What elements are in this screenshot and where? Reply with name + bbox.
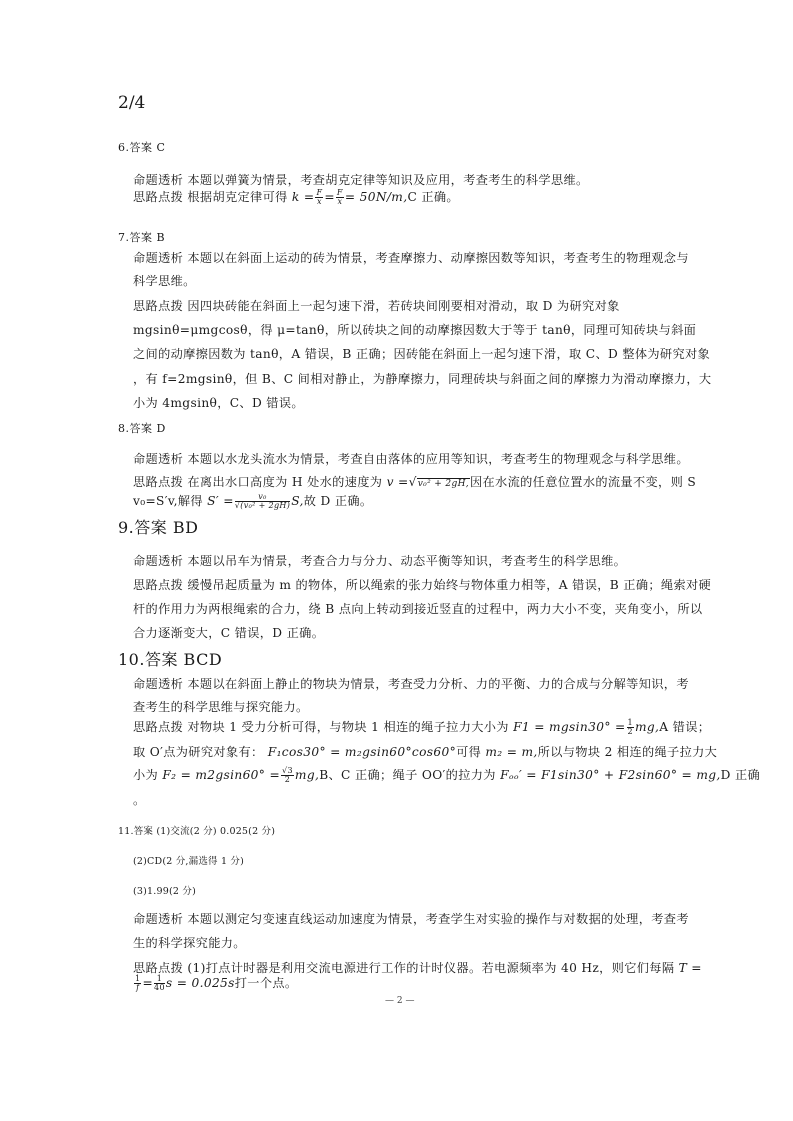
q11-line-2: (2)CD(2 分,漏选得 1 分) xyxy=(133,856,245,867)
q10-line-2: 查考生的科学思维与探究能力。 xyxy=(133,700,309,714)
q7-line-3: 思路点拨 因四块砖能在斜面上一起匀速下滑，若砖块间刚要相对滑动，取 D 为研究对象 xyxy=(133,299,620,313)
q8-line-2: 思路点拨 在离出水口高度为 H 处水的速度为 v =√v₀² + 2gH,因在水流的任意位置水的流量不变，则 S xyxy=(133,475,697,489)
q9-line-1: 命题透析 本题以吊车为情景，考查合力与分力、动态平衡等知识，考查考生的科学思维。 xyxy=(133,554,627,568)
q9-line-3: 杆的作用力为两根绳索的合力，绕 B 点向上转动到接近竖直的过程中，两力大小不变，夹角变小，所以 xyxy=(133,602,703,616)
q6-line-2: 思路点拨 根据胡克定律可得 k = $\frac{F}{x}$ = $\frac{F}{x}$ = 50N/m,C 正确。 xyxy=(133,188,459,206)
q11-line-4: 命题透析 本题以测定匀变速直线运动加速度为情景，考查学生对实验的操作与对数据的处理，考查考 xyxy=(133,912,689,926)
q8-line-1: 命题透析 本题以水龙头流水为情景，考查自由落体的应用等知识，考查考生的物理观念与科学思维。 xyxy=(133,452,689,466)
q6-line-1: 命题透析 本题以弹簧为情景，考查胡克定律等知识及应用，考查考生的科学思维。 xyxy=(133,173,589,187)
q7-line-4: mgsinθ=μmgcosθ，得 μ=tanθ，所以砖块之间的动摩擦因数大于等于 tanθ，同理可知砖块与斜面 xyxy=(133,323,697,337)
q11-line-7: $\frac{1}{f}$ = $\frac{1}{40}$ s = 0.025s打一个点。 xyxy=(135,974,298,992)
page-footer: — 2 — xyxy=(385,996,415,1006)
q11-line-6: 思路点拨 (1)打点计时器是利用交流电源进行工作的计时仪器。若电源频率为 40 Hz，则它们每隔 T = xyxy=(133,961,702,975)
q10-answer: 10.答案 BCD xyxy=(118,650,223,669)
q7-line-5: 之间的动摩擦因数为 tanθ，A 错误，B 正确；因砖能在斜面上一起匀速下滑，取 C、D 整体为研究对象 xyxy=(133,347,711,361)
q10-line-5: 小为 F₂ = m2gsin60° = $\frac{√3}{2}$ mg,B、C 正确；绳子 OO′的拉力为 Fₒₒ′ = F1sin30° + F2sin60° = mg,D 正确 xyxy=(133,766,761,784)
q7-line-7: 小为 4mgsinθ，C、D 错误。 xyxy=(133,396,304,410)
q6-answer: 6.答案 C xyxy=(118,141,166,154)
q10-line-6: 。 xyxy=(133,793,146,807)
q10-line-4: 取 O′点为研究对象有： F₁cos30° = m₂gsin60°cos60°可得 m₂ = m,所以与物块 2 相连的绳子拉力大 xyxy=(133,745,718,759)
q9-line-2: 思路点拨 缓慢吊起质量为 m 的物体，所以绳索的张力始终与物体重力相等，A 错误，B 正确；绳索对硬 xyxy=(133,578,712,592)
q11-line-3: (3)1.99(2 分) xyxy=(133,886,196,897)
q10-line-3: 思路点拨 对物块 1 受力分析可得，与物块 1 相连的绳子拉力大小为 F1 = mgsin30° = $\frac{1}{2}$ mg,A 错误； xyxy=(133,718,711,736)
q10-line-1: 命题透析 本题以在斜面上静止的物块为情景，考查受力分析、力的平衡、力的合成与分解等知识，考 xyxy=(133,677,689,691)
q8-line-3: v₀=S′v,解得 S′ = $\frac{\text{v₀}}{\text{√(v₀² + 2gH)}}$ S,故 D 正确。 xyxy=(133,492,373,510)
q7-line-6: ，有 f=2mgsinθ，但 B、C 间相对静止，为静摩擦力，同理砖块与斜面之间的摩擦力为滑动摩擦力，大 xyxy=(133,372,712,386)
q9-line-4: 合力逐渐变大，C 错误，D 正确。 xyxy=(133,626,325,640)
q8-answer: 8.答案 D xyxy=(118,422,166,435)
q7-answer: 7.答案 B xyxy=(118,231,166,244)
q7-line-2: 科学思维。 xyxy=(133,274,196,288)
page-label: 2/4 xyxy=(118,93,146,113)
q11-line-5: 生的科学探究能力。 xyxy=(133,936,246,950)
q7-line-1: 命题透析 本题以在斜面上运动的砖为情景，考查摩擦力、动摩擦因数等知识，考查考生的物理观念与 xyxy=(133,251,689,265)
q9-answer: 9.答案 BD xyxy=(118,518,199,537)
q11-answer: 11.答案 (1)交流(2 分) 0.025(2 分) xyxy=(118,826,276,837)
